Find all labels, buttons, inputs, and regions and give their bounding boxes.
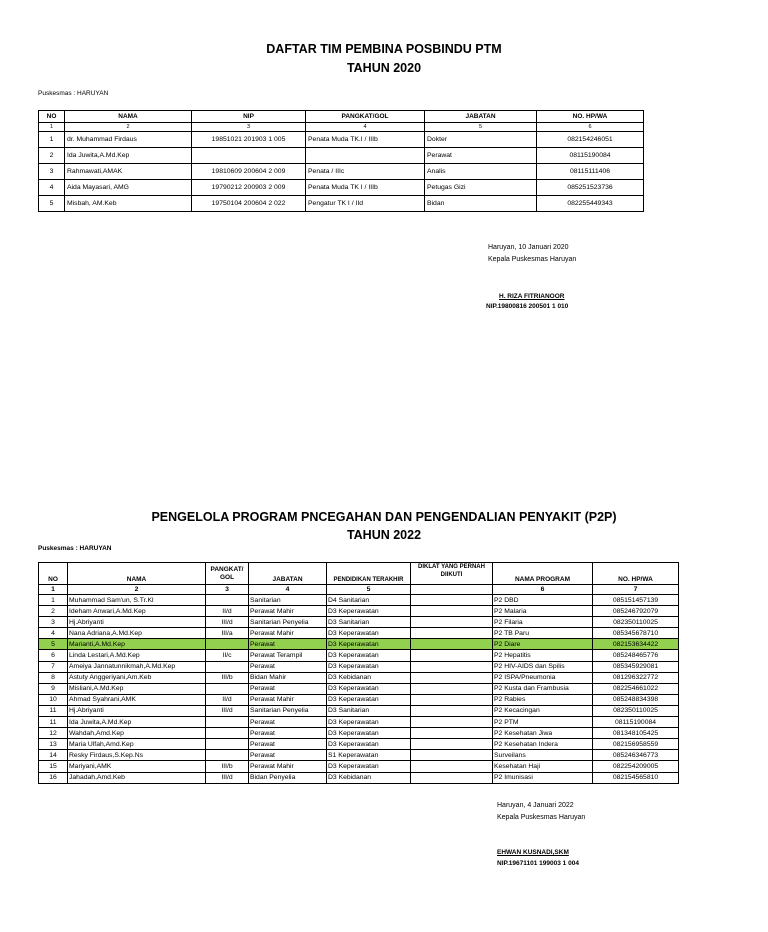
table-cell: Resky Firdaus,S.Kep.Ns [68, 750, 206, 761]
table-cell: 19750104 200604 2 022 [192, 196, 306, 212]
table-cell: Penata Muda TK I / IIIb [306, 180, 425, 196]
table-cell: 081296322772 [593, 672, 679, 683]
table-cell: Perawat Mahir [249, 606, 327, 617]
column-number-cell: 1 [39, 123, 65, 132]
table-cell [206, 661, 249, 672]
table-cell: III/d [206, 705, 249, 716]
table-cell [411, 728, 493, 739]
doc1-sign-name: H. RIZA FITRIANOOR [499, 293, 565, 300]
table-cell [411, 628, 493, 639]
table-cell: Ida Juwita,A.Md.Kep [65, 148, 192, 164]
doc1-year: TAHUN 2020 [346, 61, 422, 75]
table-row [39, 728, 679, 739]
table-cell: 9 [39, 683, 68, 694]
table-cell: 19790212 200903 2 009 [192, 180, 306, 196]
table-cell: D3 Kebidanan [327, 772, 411, 783]
table-cell: 08115111406 [537, 164, 644, 180]
table-cell [206, 717, 249, 728]
table-cell: Ideham Anwari,A.Md.Kep [68, 606, 206, 617]
table-cell: P2 Kusta dan Frambusia [493, 683, 593, 694]
table-cell: Penata / IIIc [306, 164, 425, 180]
col-header-pangkat: PANGKAT/ GOL [206, 563, 249, 585]
table-cell: 13 [39, 739, 68, 750]
table-cell: 5 [39, 196, 65, 212]
table-cell: Perawat [249, 717, 327, 728]
table-cell: 4 [39, 628, 68, 639]
column-number-row [39, 585, 679, 595]
doc2-title: PENGELOLA PROGRAM PNCEGAHAN DAN PENGENDALIAN PENYAKIT (P2P) [151, 510, 617, 524]
table-cell: 08115190084 [537, 148, 644, 164]
doc2-year: TAHUN 2022 [346, 528, 422, 542]
table-cell: P2 Imunisasi [493, 772, 593, 783]
column-number-cell: 1 [39, 585, 68, 595]
table-cell: Petugas Gizi [425, 180, 537, 196]
table-cell: 8 [39, 672, 68, 683]
table-cell: D3 Keperawatan [327, 761, 411, 772]
table-cell: 5 [39, 639, 68, 650]
doc1-sign-nip: NIP.19800816 200501 1 010 [486, 303, 569, 310]
table-cell: 6 [39, 650, 68, 661]
table-cell: 2 [39, 606, 68, 617]
table-cell: Bidan Penyelia [249, 772, 327, 783]
table-cell: 08115190084 [593, 717, 679, 728]
table-cell: 082254209005 [593, 761, 679, 772]
column-number-cell: 5 [327, 585, 411, 595]
table-cell: 11 [39, 717, 68, 728]
table-row [39, 772, 679, 783]
table-cell [411, 705, 493, 716]
table-cell: D3 Keperawatan [327, 628, 411, 639]
column-number-cell [411, 585, 493, 595]
table-cell [206, 728, 249, 739]
col-header-hp: NO. HP/WA [593, 563, 679, 585]
table-cell [206, 739, 249, 750]
table-row [39, 132, 644, 148]
table-row [39, 717, 679, 728]
col-header-jabatan: JABATAN [425, 111, 537, 123]
table-cell: 3 [39, 617, 68, 628]
table-row [39, 650, 679, 661]
table-cell: Ahmad Syahrani,AMK [68, 694, 206, 705]
col-header-pendidikan: PENDIDIKAN TERAKHIR [327, 563, 411, 585]
table-cell: III/a [206, 628, 249, 639]
table-cell: P2 ISPA/Pneumonia [493, 672, 593, 683]
col-header-diklat: DIKLAT YANG PERNAH DIIKUTI [411, 563, 493, 585]
table-cell: 082154246051 [537, 132, 644, 148]
table-cell: P2 Diare [493, 639, 593, 650]
table-cell: 11 [39, 705, 68, 716]
doc1-puskesmas-label: Puskesmas : HARUYAN [38, 90, 109, 97]
table-cell: P2 Kesehatan Indera [493, 739, 593, 750]
table-cell: II/d [206, 694, 249, 705]
table-cell: D3 Keperawatan [327, 717, 411, 728]
table-cell [411, 750, 493, 761]
column-number-cell: 4 [306, 123, 425, 132]
doc2-sign-nip: NIP.19671101 199003 1 004 [497, 860, 579, 867]
table-cell: D3 Sanitarian [327, 705, 411, 716]
table-cell: 085345929081 [593, 661, 679, 672]
table-cell: P2 PTM [493, 717, 593, 728]
table-cell: D3 Keperawatan [327, 650, 411, 661]
table-cell: 19810609 200604 2 009 [192, 164, 306, 180]
doc1-sign-position: Kepala Puskesmas Haruyan [488, 256, 577, 263]
table-cell: Kesehatan Haji [493, 761, 593, 772]
table-cell: Perawat [249, 728, 327, 739]
table-row [39, 628, 679, 639]
doc2-sign-place-date: Haruyan, 4 Januari 2022 [497, 802, 574, 809]
col-header-jabatan: JABATAN [249, 563, 327, 585]
table-cell: 082255449343 [537, 196, 644, 212]
table-cell: Misliani,A.Md.Kep [68, 683, 206, 694]
table-cell: II/d [206, 606, 249, 617]
table-cell: 082153634422 [593, 639, 679, 650]
table-cell: 085151457139 [593, 595, 679, 606]
col-header-no: NO [39, 111, 65, 123]
column-number-cell: 3 [192, 123, 306, 132]
table-cell: Perawat [249, 683, 327, 694]
table-cell: D3 Keperawatan [327, 661, 411, 672]
table-cell: P2 Hepatitis [493, 650, 593, 661]
table-cell [411, 606, 493, 617]
table-cell: Perawat [425, 148, 537, 164]
table-cell: 14 [39, 750, 68, 761]
table-cell: Perawat Terampil [249, 650, 327, 661]
table-cell: Wahdah,Amd.Kep [68, 728, 206, 739]
table-cell: P2 Kecacingan [493, 705, 593, 716]
table-cell: 15 [39, 761, 68, 772]
table-cell: dr. Muhammad Firdaus [65, 132, 192, 148]
table-cell: 082350110025 [593, 617, 679, 628]
doc2-sign-name: EHWAN KUSNADI,SKM [497, 849, 569, 856]
table-cell: D3 Keperawatan [327, 728, 411, 739]
table-cell: III/b [206, 672, 249, 683]
table-cell: D3 Keperawatan [327, 739, 411, 750]
table-cell: 10 [39, 694, 68, 705]
table-cell [411, 639, 493, 650]
table-cell: D3 Sanitarian [327, 617, 411, 628]
table-cell: D3 Keperawatan [327, 606, 411, 617]
table-row [39, 617, 679, 628]
table-cell: 4 [39, 180, 65, 196]
table-cell: Penata Muda TK.I / IIIb [306, 132, 425, 148]
table-cell: 082254661022 [593, 683, 679, 694]
column-number-cell: 6 [493, 585, 593, 595]
table-cell: D3 Kebidanan [327, 672, 411, 683]
table-cell: S1 Keperawatan [327, 750, 411, 761]
col-header-pangkat: PANGKAT/GOL [306, 111, 425, 123]
table-cell: D3 Keperawatan [327, 694, 411, 705]
table-cell: 1 [39, 132, 65, 148]
table-cell [411, 672, 493, 683]
table-cell: 085251523736 [537, 180, 644, 196]
table-cell [411, 739, 493, 750]
table-row [39, 180, 644, 196]
table-cell: 085246346773 [593, 750, 679, 761]
table-row [39, 683, 679, 694]
table-cell [411, 761, 493, 772]
table-cell: III/d [206, 772, 249, 783]
table-row [39, 694, 679, 705]
table-cell: Aida Mayasari, AMG [65, 180, 192, 196]
table-cell: Muhammad Sam'un, S.Tr.Kl [68, 595, 206, 606]
table-cell: P2 Rabies [493, 694, 593, 705]
table-cell [206, 750, 249, 761]
table-cell: Misbah, AM.Keb [65, 196, 192, 212]
table-cell: Hj.Abriyanti [68, 705, 206, 716]
table-cell: Perawat Mahir [249, 761, 327, 772]
table-cell [206, 595, 249, 606]
table-cell: Hj.Abriyanti [68, 617, 206, 628]
col-header-hp: NO. HP/WA [537, 111, 644, 123]
column-number-row [39, 123, 644, 132]
table-cell [206, 683, 249, 694]
table-cell: 085345678710 [593, 628, 679, 639]
column-number-cell: 7 [593, 585, 679, 595]
column-number-cell: 2 [65, 123, 192, 132]
table-row [39, 750, 679, 761]
table-cell: P2 Filaria [493, 617, 593, 628]
table-cell: Perawat Mahir [249, 694, 327, 705]
table-cell: 085248465776 [593, 650, 679, 661]
table-cell: Pengatur TK I / IId [306, 196, 425, 212]
col-header-nama: NAMA [65, 111, 192, 123]
table-cell [411, 717, 493, 728]
table-cell [306, 148, 425, 164]
table-row [39, 595, 679, 606]
table-cell: Sanitarian [249, 595, 327, 606]
table-cell: 7 [39, 661, 68, 672]
column-number-cell: 5 [425, 123, 537, 132]
table-cell: Ameiya Jannatunnikmah,A.Md.Kep [68, 661, 206, 672]
doc1-table [38, 110, 644, 212]
table-cell [411, 683, 493, 694]
table-cell: 16 [39, 772, 68, 783]
column-number-cell: 3 [206, 585, 249, 595]
table-cell: Perawat [249, 661, 327, 672]
table-cell: D3 Keperawatan [327, 639, 411, 650]
table-cell: 12 [39, 728, 68, 739]
table-cell: III/d [206, 617, 249, 628]
table-cell: Sanitarian Penyelia [249, 617, 327, 628]
table-cell [411, 694, 493, 705]
doc2-header-row [39, 563, 679, 585]
table-row [39, 164, 644, 180]
doc1-sign-place-date: Haruyan, 10 Januari 2020 [488, 244, 569, 251]
table-cell: 082350110025 [593, 705, 679, 716]
table-cell: Perawat [249, 750, 327, 761]
table-cell: 085246792079 [593, 606, 679, 617]
table-cell: Analis [425, 164, 537, 180]
table-cell: P2 Kesehatan Jiwa [493, 728, 593, 739]
col-header-nama: NAMA [68, 563, 206, 585]
col-header-nip: NIP [192, 111, 306, 123]
table-cell: Astuty Anggeriyani,Am.Keb [68, 672, 206, 683]
table-row [39, 606, 679, 617]
column-number-cell: 6 [537, 123, 644, 132]
table-cell: Perawat [249, 739, 327, 750]
table-cell: P2 Malaria [493, 606, 593, 617]
table-cell: Linda Lestari,A.Md.Kep [68, 650, 206, 661]
table-cell: P2 HIV-AIDS dan Spilis [493, 661, 593, 672]
table-cell: Dokter [425, 132, 537, 148]
table-cell: 082156958559 [593, 739, 679, 750]
table-cell: Bidan Mahir [249, 672, 327, 683]
doc2-sign-position: Kepala Puskesmas Haruyan [497, 814, 586, 821]
table-cell: Perawat [249, 639, 327, 650]
table-row [39, 196, 644, 212]
table-cell: II/c [206, 650, 249, 661]
table-cell: P2 DBD [493, 595, 593, 606]
table-row [39, 639, 679, 650]
table-cell: Jahadah,Amd.Keb [68, 772, 206, 783]
col-header-no: NO [39, 563, 68, 585]
table-cell [411, 650, 493, 661]
table-cell: 2 [39, 148, 65, 164]
table-cell: Sanitarian Penyelia [249, 705, 327, 716]
table-row [39, 705, 679, 716]
table-cell [411, 617, 493, 628]
table-cell: 085248834398 [593, 694, 679, 705]
table-cell [192, 148, 306, 164]
table-cell: 082154565810 [593, 772, 679, 783]
table-cell: Maria Ulfah,Amd.Kep [68, 739, 206, 750]
table-cell: Perawat Mahir [249, 628, 327, 639]
table-row [39, 739, 679, 750]
table-cell: Marianti,A.Md.Kep [68, 639, 206, 650]
table-cell: Surveilans [493, 750, 593, 761]
table-cell: Mariyani,AMK [68, 761, 206, 772]
doc2-puskesmas-label: Puskesmas : HARUYAN [38, 545, 112, 552]
table-row [39, 148, 644, 164]
table-cell: 19851021 201903 1 005 [192, 132, 306, 148]
table-cell [411, 772, 493, 783]
doc1-header-row [39, 111, 644, 123]
column-number-cell: 4 [249, 585, 327, 595]
table-cell: P2 TB Paru [493, 628, 593, 639]
table-cell [411, 595, 493, 606]
table-cell [411, 661, 493, 672]
table-cell: Nana Adriana,A.Md.Kep [68, 628, 206, 639]
table-row [39, 661, 679, 672]
table-cell: D3 Keperawatan [327, 683, 411, 694]
table-cell: 3 [39, 164, 65, 180]
table-cell: Bidan [425, 196, 537, 212]
column-number-cell: 2 [68, 585, 206, 595]
table-cell: Rahmawati,AMAK [65, 164, 192, 180]
table-cell: D4 Sanitarian [327, 595, 411, 606]
table-cell: III/b [206, 761, 249, 772]
table-row [39, 672, 679, 683]
table-row [39, 761, 679, 772]
table-cell: 081348105425 [593, 728, 679, 739]
table-cell [206, 639, 249, 650]
table-cell: 1 [39, 595, 68, 606]
doc1-title: DAFTAR TIM PEMBINA POSBINDU PTM [266, 42, 502, 56]
doc2-table [38, 562, 679, 784]
table-cell: Ida Juwita,A.Md.Kep [68, 717, 206, 728]
col-header-program: NAMA PROGRAM [493, 563, 593, 585]
